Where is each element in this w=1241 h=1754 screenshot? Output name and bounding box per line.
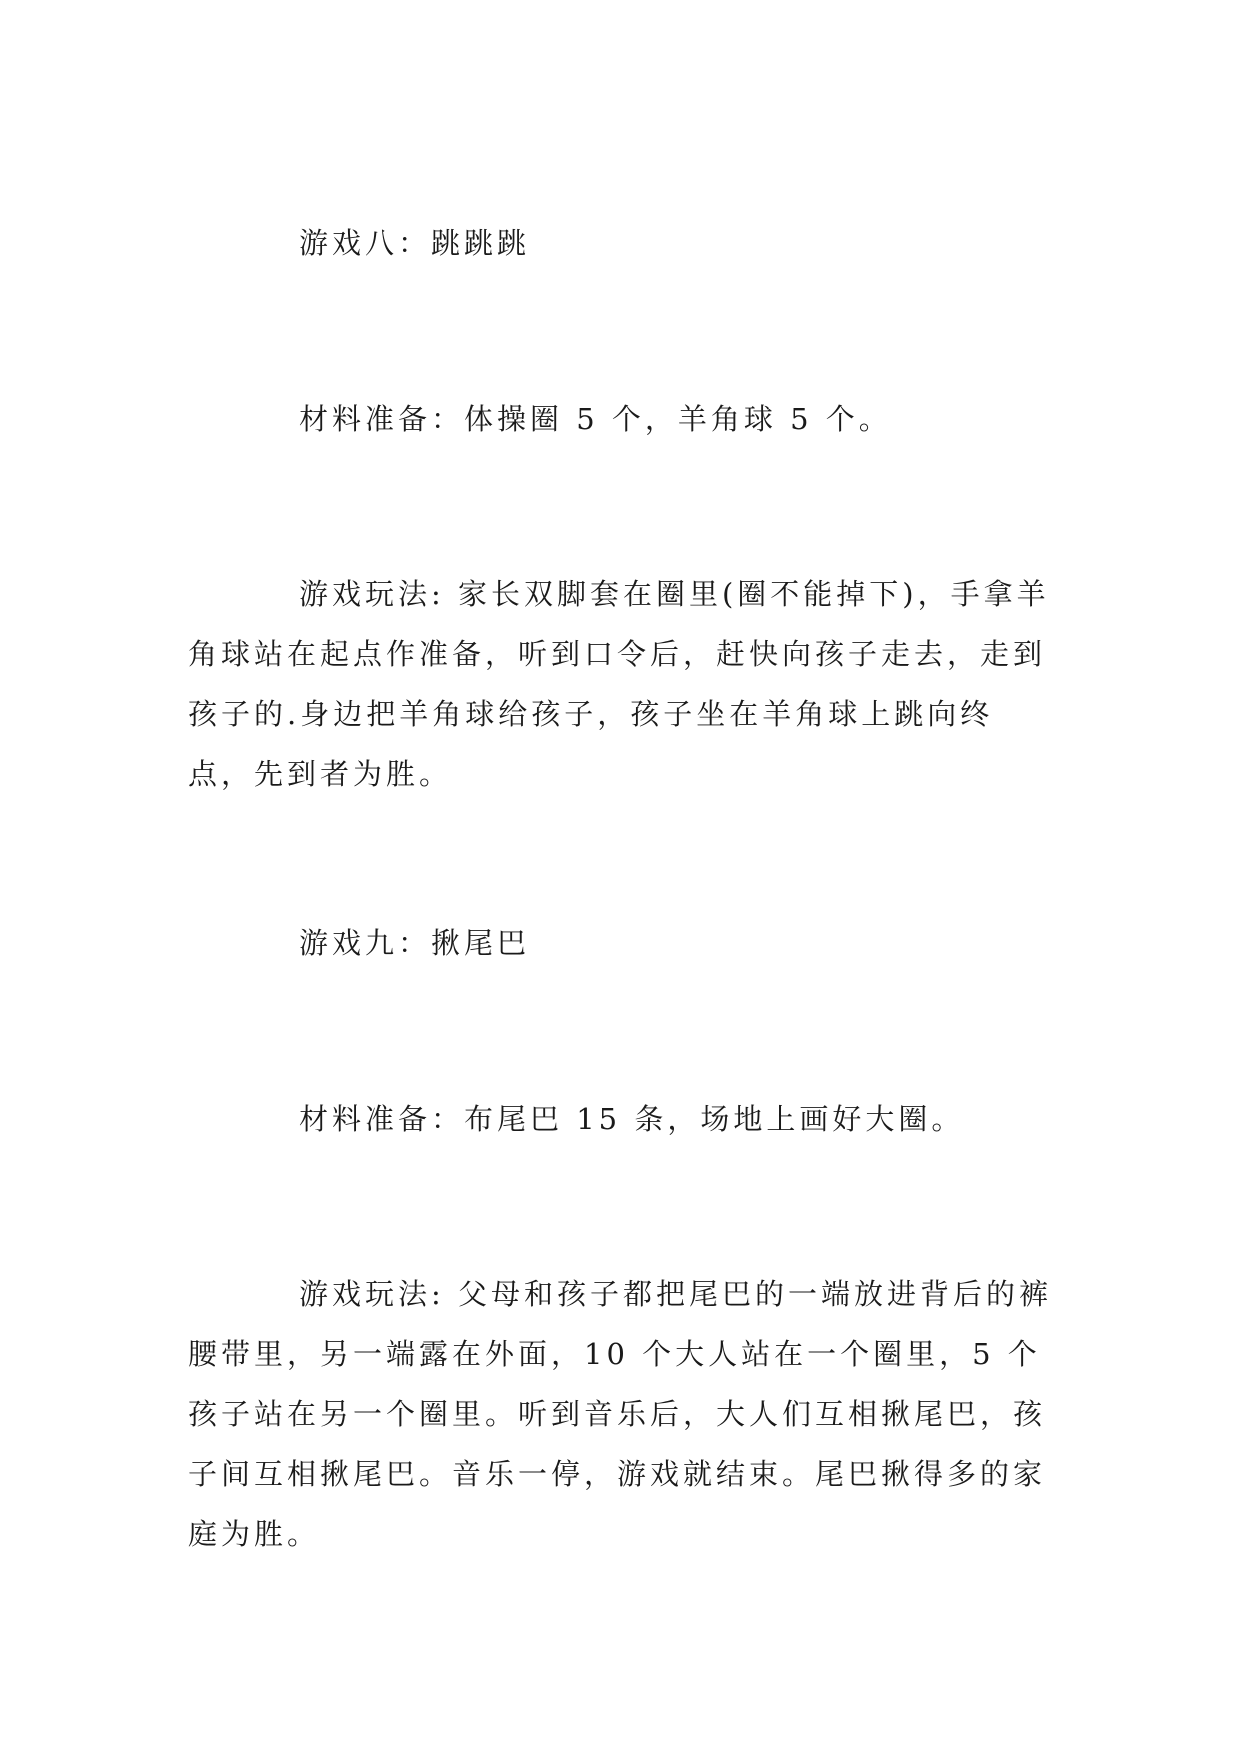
- game-8-heading: 游戏八：跳跳跳: [299, 226, 531, 260]
- game-9-materials: 材料准备：布尾巴 15 条，场地上画好大圈。: [299, 1102, 965, 1136]
- game-9-heading: 游戏九：揪尾巴: [299, 926, 531, 960]
- game-9-rules: 游戏玩法: 父母和孩子都把尾巴的一端放进背后的裤腰带里，另一端露在外面，10 个大人站在一个圈里，5 个孩子站在另一个圈里。听到音乐后，大人们互相揪尾巴，孩子间互相揪尾巴。音乐一停，游戏就结束。尾巴揪得多的家庭为胜。: [188, 1277, 1052, 1551]
- game-8-rules: 游戏玩法: 家长双脚套在圈里(圈不能掉下)，手拿羊角球站在起点作准备，听到口令后，赶快向孩子走去，走到孩子的.身边把羊角球给孩子，孩子坐在羊角球上跳向终点，先到者为胜。: [188, 577, 1050, 791]
- game-8-materials: 材料准备：体操圈 5 个，羊角球 5 个。: [299, 402, 892, 436]
